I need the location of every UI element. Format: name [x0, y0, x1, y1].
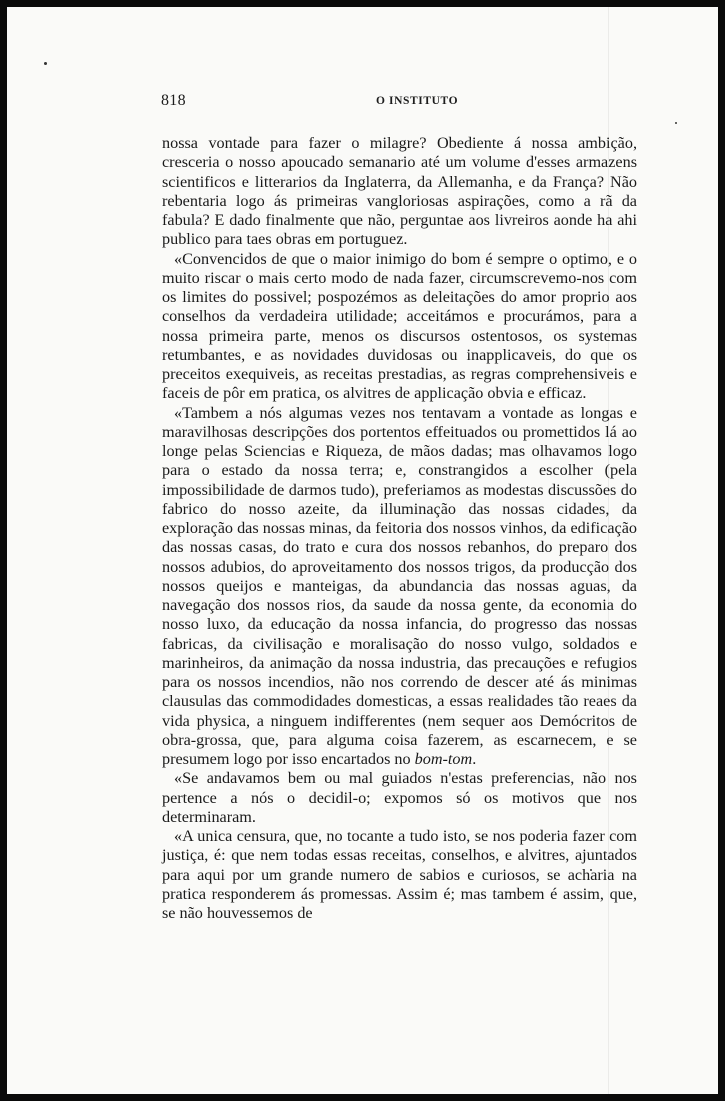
running-head: O INSTITUTO — [376, 95, 459, 107]
ink-speck — [44, 62, 47, 65]
paragraph — [162, 134, 637, 250]
page-header — [161, 92, 637, 114]
paragraph — [162, 250, 637, 404]
paragraph-text: nossa vontade para fazer o milagre? Obediente á nossa ambição, cresceria o nosso apoucado semanario até um volume d'esses armazens scientificos e litterarios da Inglaterra, da Allemanha, e da França? Não rebentaria logo ás primeiras vangloriosas aspirações, como a rã da fabula? E dado finalmente que não, perguntae aos livreiros aonde ha ahi publico para taes obras em portuguez. — [162, 134, 637, 249]
page-number: 818 — [161, 92, 186, 109]
paragraph — [162, 827, 637, 923]
paragraph-tail: . — [472, 750, 477, 768]
paragraph — [162, 769, 637, 827]
paragraph — [162, 404, 637, 770]
ink-speck — [675, 122, 677, 124]
paragraph-text: «Tambem a nós algumas vezes nos tentavam a vontade as longas e maravilhosas descripções dos portentos effeituados ou promettidos lá ao longe pelas Sciencias e Riqueza, de mãos dadas; mas olhavamos logo para o estado da nossa terra; e, constrangidos a escolher (pela impossibilidade de darmos tudo), preferiamos as modestas discussões do fabrico do nosso azeite, da illuminação das nossas cidades, da exploração das nossas minas, da feitoria dos nossos vinhos, da edificação das nossas casas, do trato e cura dos nossos rebanhos, do preparo dos nossos adubios, do aproveitamento dos nossos trigos, da producção dos nossos queijos e manteigas, da abundancia das nossas aguas, da navegação dos nossos rios, da saude da nossa gente, da economia do nosso luxo, da educação da nossa infancia, do progresso das nossas fabricas, da civilisação e moralisação do nosso vulgo, soldados e marinheiros, da animação da nossa industria, das precauções e refugios para os nossos incendios, não nos correndo de descer até ás minimas clausulas das commodidades domesticas, a essas realidades tão reaes da vida physica, a ninguem indifferentes (nem sequer aos Demócritos de obra-grossa, que, para alguma coisa fazerem, as escarnecem, e se presumem logo por isso encartados no — [162, 403, 637, 768]
body-text — [162, 134, 637, 923]
paragraph-text: «Convencidos de que o maior inimigo do bom é sempre o optimo, e o muito riscar o mais certo modo de nada fazer, circumscrevemo-nos com os limites do possivel; pospozémos as deleitações do amor proprio aos conselhos da verdadeira utilidade; acceitámos e procurámos, para a nossa primeira parte, menos os discursos ostentosos, os systemas retumbantes, e as novidades duvidosas ou inapplicaveis, do que os preceitos exequiveis, as receitas prestadias, as regras comprehensiveis e faceis de pôr em pratica, os alvitres de applicação obvia e efficaz. — [162, 249, 637, 403]
paragraph-text: «Se andavamos bem ou mal guiados n'estas preferencias, não nos pertence a nós o decidil-o; expomos só os motivos que nos determinaram. — [162, 769, 637, 826]
paragraph-text: «A unica censura, que, no tocante a tudo isto, se nos poderia fazer com justiça, é: que nem todas essas receitas, conselhos, e alvitres, ajuntados para aqui por um grande numero de sabios e curiosos, se acharia na pratica responderem ás promessas. Assim é; mas tambem é assim, que, se não houvessemos de — [162, 827, 637, 922]
italic-emphasis: bom-tom — [414, 750, 473, 768]
book-page — [7, 7, 718, 1094]
